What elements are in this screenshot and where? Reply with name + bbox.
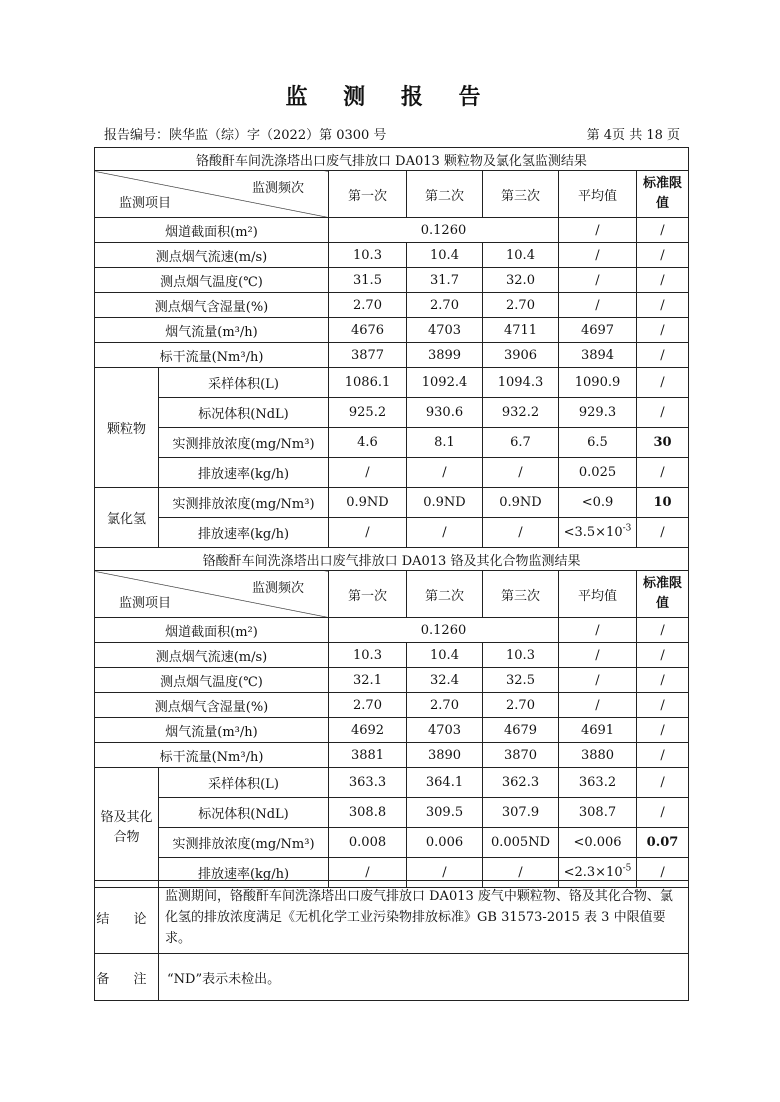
cell-avg: 363.2 [559, 768, 637, 798]
cell-v3: 6.7 [483, 428, 559, 458]
cell-v3: 4679 [483, 718, 559, 743]
header-frequency: 监测频次 [251, 581, 304, 596]
table-row [95, 318, 689, 343]
cell-std: 10 [637, 488, 689, 518]
cell-v3: 3870 [483, 743, 559, 768]
cell-avg: <0.9 [559, 488, 637, 518]
conclusion-text: 监测期间，铬酸酐车间洗涤塔出口废气排放口 DA013 废气中颗粒物、铬及其化合物、氯化氢的排放浓度满足《无机化学工业污染物排放标准》GB 31573-2015 表 3 中限值要求。 [159, 881, 689, 954]
cell-std: / [637, 768, 689, 798]
table-row [95, 488, 689, 518]
cell-v2: 10.4 [407, 643, 483, 668]
cell-avg: / [559, 693, 637, 718]
cell-v2: 3890 [407, 743, 483, 768]
cell-std: / [637, 743, 689, 768]
cell-v2: 309.5 [407, 798, 483, 828]
cell-avg [559, 518, 637, 548]
cell-std: / [637, 718, 689, 743]
table-row [95, 368, 689, 398]
table-row [95, 398, 689, 428]
row-label: 标况体积(NdL) [159, 398, 329, 428]
header-item: 监测项目 [119, 196, 172, 211]
row-label: 排放速率(kg/h) [159, 458, 329, 488]
cell-std: / [637, 693, 689, 718]
table-caption: 铬酸酐车间洗涤塔出口废气排放口 DA013 颗粒物及氯化氢监测结果 [95, 148, 689, 171]
table-row [95, 643, 689, 668]
cell-avg: 6.5 [559, 428, 637, 458]
table-row [95, 518, 689, 548]
cell-avg: 3880 [559, 743, 637, 768]
cell-std: / [637, 218, 689, 243]
cell-v1: 3881 [329, 743, 407, 768]
cell-v3: 0.9ND [483, 488, 559, 518]
header-diagonal-cell [95, 571, 329, 618]
cell-v1: / [329, 858, 407, 888]
row-label: 实测排放浓度(mg/Nm³) [159, 828, 329, 858]
table-row [95, 268, 689, 293]
cell-v3: 362.3 [483, 768, 559, 798]
cell-v1: 2.70 [329, 693, 407, 718]
remarks-label: 备 注 [95, 954, 159, 1001]
cell-v1: 0.008 [329, 828, 407, 858]
cell-avg: / [559, 668, 637, 693]
cell-v1: 925.2 [329, 398, 407, 428]
cell-v2: 3899 [407, 343, 483, 368]
header-col-3: 第三次 [483, 571, 559, 618]
cell-v2: 2.70 [407, 693, 483, 718]
cell-std: 30 [637, 428, 689, 458]
row-label: 排放速率(kg/h) [159, 858, 329, 888]
table-row [95, 798, 689, 828]
cell-v3: 2.70 [483, 293, 559, 318]
cell-std: / [637, 618, 689, 643]
cell-v3: 3906 [483, 343, 559, 368]
table-row [95, 243, 689, 268]
row-label: 烟气流量(m³/h) [95, 318, 329, 343]
cell-v2: 4703 [407, 718, 483, 743]
cell-avg: / [559, 618, 637, 643]
row-label: 烟道截面积(m²) [95, 218, 329, 243]
cell-std: / [637, 668, 689, 693]
cell-v2: / [407, 518, 483, 548]
row-label: 测点烟气流速(m/s) [95, 643, 329, 668]
cell-v1: 3877 [329, 343, 407, 368]
table-row [95, 693, 689, 718]
report-number: 报告编号：陕华监（综）字（2022）第 0300 号 [104, 128, 387, 143]
cell-std: / [637, 318, 689, 343]
cell-avg: 308.7 [559, 798, 637, 828]
header-col-avg: 平均值 [559, 571, 637, 618]
header-col-3: 第三次 [483, 171, 559, 218]
report-meta [104, 124, 680, 143]
cell-std: / [637, 858, 689, 888]
cell-v3: 0.005ND [483, 828, 559, 858]
cell-v3: 1094.3 [483, 368, 559, 398]
cell-avg-base: <2.3×10 [563, 865, 623, 880]
particulate-hcl-table [94, 147, 689, 548]
cell-std: / [637, 343, 689, 368]
cell-v1: 4.6 [329, 428, 407, 458]
row-label: 测点烟气含湿量(%) [95, 693, 329, 718]
cell-v1: 1086.1 [329, 368, 407, 398]
cell-v3: 4711 [483, 318, 559, 343]
cell-avg-exponent: -3 [622, 523, 632, 534]
table-row [95, 743, 689, 768]
cell-value: 0.1260 [329, 218, 559, 243]
cell-v2: 8.1 [407, 428, 483, 458]
cell-v3: 32.0 [483, 268, 559, 293]
table-caption: 铬酸酐车间洗涤塔出口废气排放口 DA013 铬及其化合物监测结果 [95, 548, 689, 571]
cell-avg: 929.3 [559, 398, 637, 428]
cell-avg: 4697 [559, 318, 637, 343]
cell-std: / [637, 518, 689, 548]
cell-v3: / [483, 858, 559, 888]
cell-std: 0.07 [637, 828, 689, 858]
cell-avg: 0.025 [559, 458, 637, 488]
row-label: 实测排放浓度(mg/Nm³) [159, 428, 329, 458]
row-label: 测点烟气温度(℃) [95, 268, 329, 293]
cell-avg: / [559, 243, 637, 268]
cell-v2: 1092.4 [407, 368, 483, 398]
cell-avg: <0.006 [559, 828, 637, 858]
cell-std: / [637, 293, 689, 318]
cell-v3: 10.4 [483, 243, 559, 268]
cell-v1: 308.8 [329, 798, 407, 828]
row-label: 标干流量(Nm³/h) [95, 343, 329, 368]
row-label: 排放速率(kg/h) [159, 518, 329, 548]
header-item: 监测项目 [119, 596, 172, 611]
cell-v3: 10.3 [483, 643, 559, 668]
cell-v2: 10.4 [407, 243, 483, 268]
table-row [95, 218, 689, 243]
table-row [95, 618, 689, 643]
cell-v2: / [407, 458, 483, 488]
cell-avg-base: <3.5×10 [563, 525, 623, 540]
cell-v3: 32.5 [483, 668, 559, 693]
page-number: 第 4页 共 18 页 [586, 128, 680, 143]
table-row [95, 458, 689, 488]
cell-v2: / [407, 858, 483, 888]
row-label: 测点烟气含湿量(%) [95, 293, 329, 318]
cell-v3: 307.9 [483, 798, 559, 828]
cell-avg: 3894 [559, 343, 637, 368]
cell-v1: 32.1 [329, 668, 407, 693]
header-standard-limit: 标准限值 [637, 571, 689, 618]
header-col-1: 第一次 [329, 171, 407, 218]
cell-v2: 364.1 [407, 768, 483, 798]
cell-v2: 0.9ND [407, 488, 483, 518]
cell-avg: / [559, 643, 637, 668]
cell-avg: 4691 [559, 718, 637, 743]
cell-v2: 2.70 [407, 293, 483, 318]
table-row [95, 668, 689, 693]
conclusion-label: 结 论 [95, 881, 159, 954]
header-col-2: 第二次 [407, 171, 483, 218]
row-label: 烟道截面积(m²) [95, 618, 329, 643]
conclusion-table [94, 880, 689, 1001]
cell-std: / [637, 458, 689, 488]
cell-std: / [637, 398, 689, 428]
cell-std: / [637, 243, 689, 268]
cell-std: / [637, 268, 689, 293]
row-label: 测点烟气温度(℃) [95, 668, 329, 693]
table-row [95, 428, 689, 458]
cell-v2: 32.4 [407, 668, 483, 693]
header-col-2: 第二次 [407, 571, 483, 618]
row-label: 标干流量(Nm³/h) [95, 743, 329, 768]
cell-v2: 4703 [407, 318, 483, 343]
group-label-chromium: 铬及其化合物 [95, 768, 159, 888]
cell-avg: / [559, 268, 637, 293]
cell-v3: / [483, 458, 559, 488]
cell-v2: 0.006 [407, 828, 483, 858]
group-label-particulate: 颗粒物 [95, 368, 159, 488]
row-label: 烟气流量(m³/h) [95, 718, 329, 743]
cell-v1: 4692 [329, 718, 407, 743]
table-row [95, 343, 689, 368]
row-label: 标况体积(NdL) [159, 798, 329, 828]
row-label: 采样体积(L) [159, 768, 329, 798]
cell-avg-exponent: -5 [622, 863, 632, 874]
cell-v2: 930.6 [407, 398, 483, 428]
row-label: 测点烟气流速(m/s) [95, 243, 329, 268]
cell-value: 0.1260 [329, 618, 559, 643]
remarks-text: “ND”表示未检出。 [159, 954, 689, 1001]
row-label: 采样体积(L) [159, 368, 329, 398]
table-row [95, 718, 689, 743]
cell-v1: 10.3 [329, 243, 407, 268]
cell-v3: / [483, 518, 559, 548]
cell-v1: 31.5 [329, 268, 407, 293]
table-row [95, 768, 689, 798]
cell-std: / [637, 798, 689, 828]
row-label: 实测排放浓度(mg/Nm³) [159, 488, 329, 518]
cell-avg: / [559, 293, 637, 318]
chromium-table [94, 547, 689, 888]
header-diagonal-cell [95, 171, 329, 218]
header-frequency: 监测频次 [251, 181, 304, 196]
group-label-hcl: 氯化氢 [95, 488, 159, 548]
cell-std: / [637, 643, 689, 668]
header-standard-limit: 标准限值 [637, 171, 689, 218]
report-title: 监 测 报 告 [285, 84, 495, 110]
header-col-1: 第一次 [329, 571, 407, 618]
cell-v1: 4676 [329, 318, 407, 343]
cell-avg: 1090.9 [559, 368, 637, 398]
cell-v3: 932.2 [483, 398, 559, 428]
table-row [95, 828, 689, 858]
header-col-avg: 平均值 [559, 171, 637, 218]
cell-v1: 363.3 [329, 768, 407, 798]
cell-v2: 31.7 [407, 268, 483, 293]
table-row [95, 293, 689, 318]
cell-v1: 10.3 [329, 643, 407, 668]
cell-v1: 2.70 [329, 293, 407, 318]
cell-std: / [637, 368, 689, 398]
cell-v1: / [329, 518, 407, 548]
cell-v3: 2.70 [483, 693, 559, 718]
cell-v1: / [329, 458, 407, 488]
cell-v1: 0.9ND [329, 488, 407, 518]
cell-avg: / [559, 218, 637, 243]
